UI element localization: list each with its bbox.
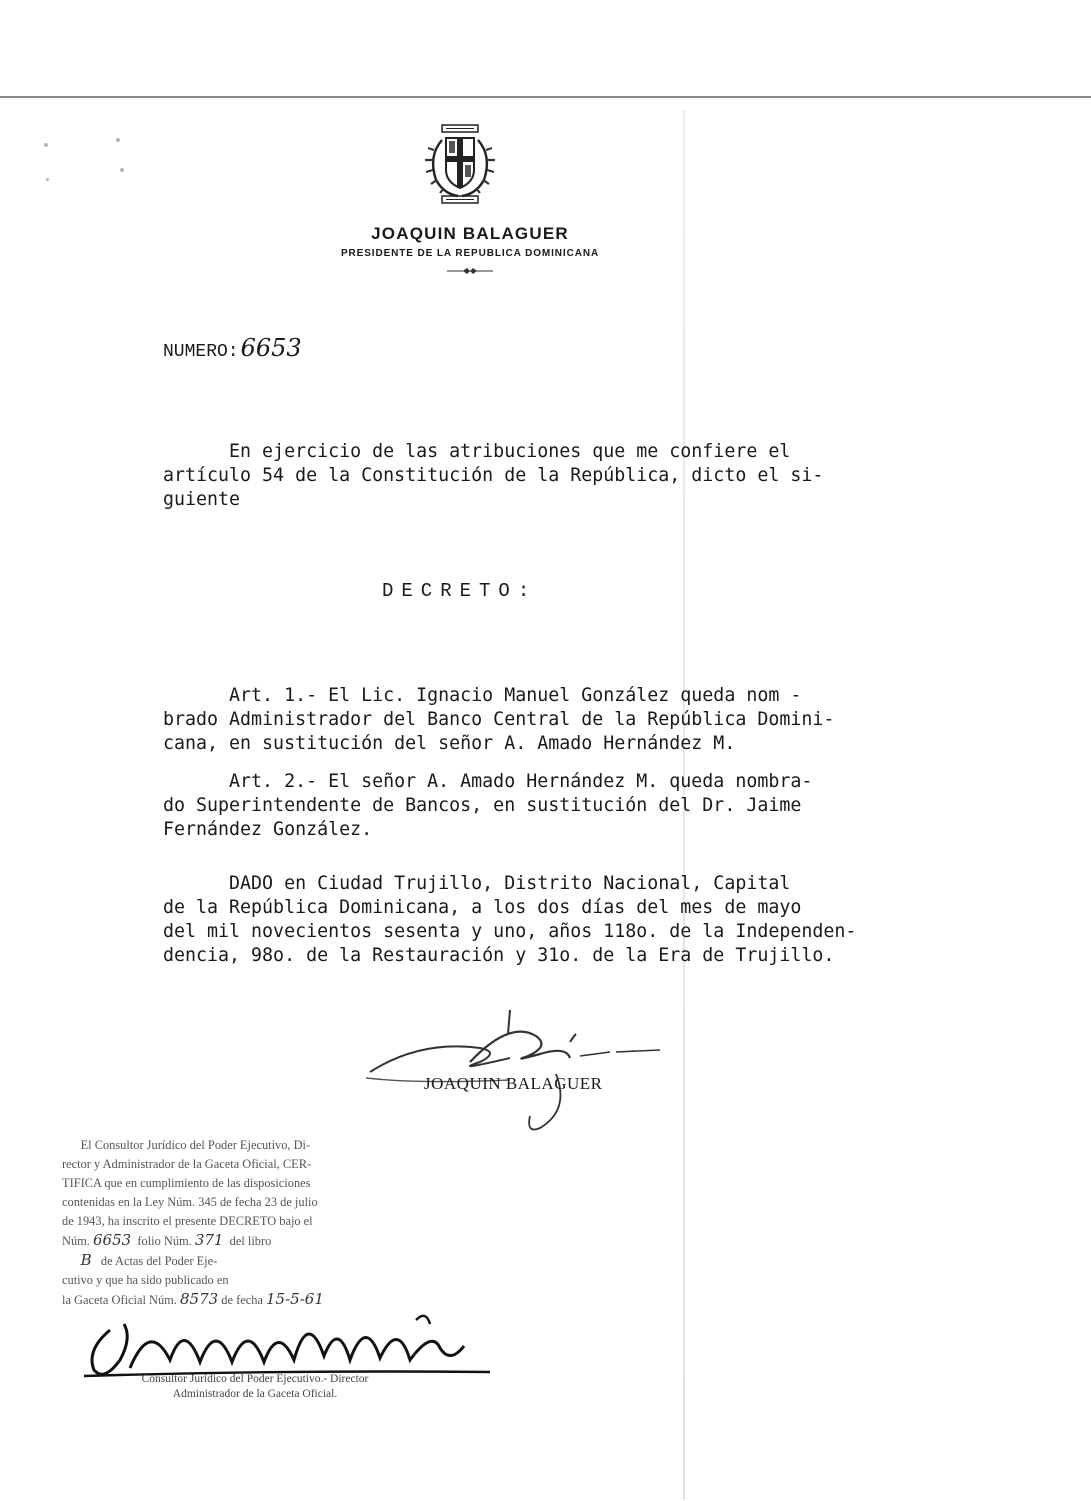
coat-of-arms-icon bbox=[420, 122, 500, 208]
cert-folio-number: 371 bbox=[194, 1231, 224, 1249]
signer-name: JOAQUIN BALAGUER bbox=[424, 1074, 603, 1093]
letterhead-title: PRESIDENTE DE LA REPUBLICA DOMINICANA bbox=[340, 248, 600, 259]
cert-gazette-number: 8573 bbox=[180, 1290, 219, 1308]
decree-number-label: NUMERO: bbox=[163, 342, 239, 362]
dado-line-4: dencia, 98o. de la Restauración y 31o. de la Era de Trujillo. bbox=[163, 945, 835, 966]
cert-book-letter: B bbox=[80, 1251, 92, 1269]
consultant-title bbox=[90, 1372, 420, 1402]
scan-speck bbox=[120, 168, 124, 172]
article-1-line-2: brado Administrador del Banco Central de la República Domini- bbox=[163, 709, 835, 730]
scan-speck bbox=[116, 138, 120, 142]
article-2-line-1: Art. 2.- El señor A. Amado Hernández M. queda nombra- bbox=[163, 771, 813, 792]
consultant-title-line-2: Administrador de la Gaceta Oficial. bbox=[172, 1388, 338, 1400]
cert-line-9b: de fecha bbox=[218, 1293, 267, 1307]
cert-line-8: cutivo y que ha sido publicado en bbox=[62, 1273, 229, 1287]
intro-line-1: En ejercicio de las atribuciones que me confiere el bbox=[163, 441, 791, 462]
cert-line-3: TIFICA que en cumplimiento de las disposiciones bbox=[62, 1176, 311, 1190]
scan-edge-line bbox=[0, 96, 1091, 98]
cert-line-9a: la Gaceta Oficial Núm. bbox=[62, 1293, 181, 1307]
dado-line-3: del mil novecientos sesenta y uno, años 118o. de la Independen- bbox=[163, 921, 857, 942]
ornament-icon bbox=[447, 266, 493, 276]
decree-number bbox=[163, 334, 302, 362]
article-1-line-1: Art. 1.- El Lic. Ignacio Manuel González queda nom - bbox=[163, 685, 802, 706]
scan-speck bbox=[44, 143, 48, 147]
intro-line-2: artículo 54 de la Constitución de la República, dicto el si- bbox=[163, 465, 824, 486]
certification-block bbox=[62, 1136, 424, 1310]
president-signature bbox=[360, 1000, 680, 1140]
cert-line-6a: Núm. bbox=[62, 1234, 93, 1248]
intro-line-3: guiente bbox=[163, 489, 241, 510]
cert-line-5: de 1943, ha inscrito el presente DECRETO bajo el bbox=[62, 1214, 313, 1228]
article-2-line-3: Fernández González. bbox=[163, 819, 373, 840]
dado-line-2: de la República Dominicana, a los dos días del mes de mayo bbox=[163, 897, 802, 918]
cert-date: 15-5-61 bbox=[266, 1290, 324, 1308]
cert-line-6c: del libro bbox=[223, 1234, 272, 1248]
cert-line-2: rector y Administrador de la Gaceta Oficial, CER- bbox=[62, 1157, 312, 1171]
cert-registry-number: 6653 bbox=[92, 1231, 132, 1249]
dado-line-1: DADO en Ciudad Trujillo, Distrito Nacional, Capital bbox=[163, 873, 791, 894]
cert-line-7b: de Actas del Poder Eje- bbox=[91, 1254, 218, 1268]
cert-line-1: El Consultor Jurídico del Poder Ejecutivo, Di- bbox=[62, 1138, 311, 1152]
decree-number-value: 6653 bbox=[240, 334, 302, 362]
letterhead-name: JOAQUIN BALAGUER bbox=[371, 224, 569, 243]
cert-line-4: contenidas en la Ley Núm. 345 de fecha 23 de julio bbox=[62, 1195, 318, 1209]
consultant-title-line-1: Consultor Jurídico del Poder Ejecutivo.- Director bbox=[141, 1373, 369, 1385]
article-2-line-2: do Superintendente de Bancos, en sustitución del Dr. Jaime bbox=[163, 795, 802, 816]
cert-line-6b: folio Núm. bbox=[131, 1234, 195, 1248]
decree-heading: DECRETO: bbox=[382, 580, 538, 602]
scan-speck bbox=[46, 178, 49, 181]
article-1-line-3: cana, en sustitución del señor A. Amado Hernández M. bbox=[163, 733, 736, 754]
